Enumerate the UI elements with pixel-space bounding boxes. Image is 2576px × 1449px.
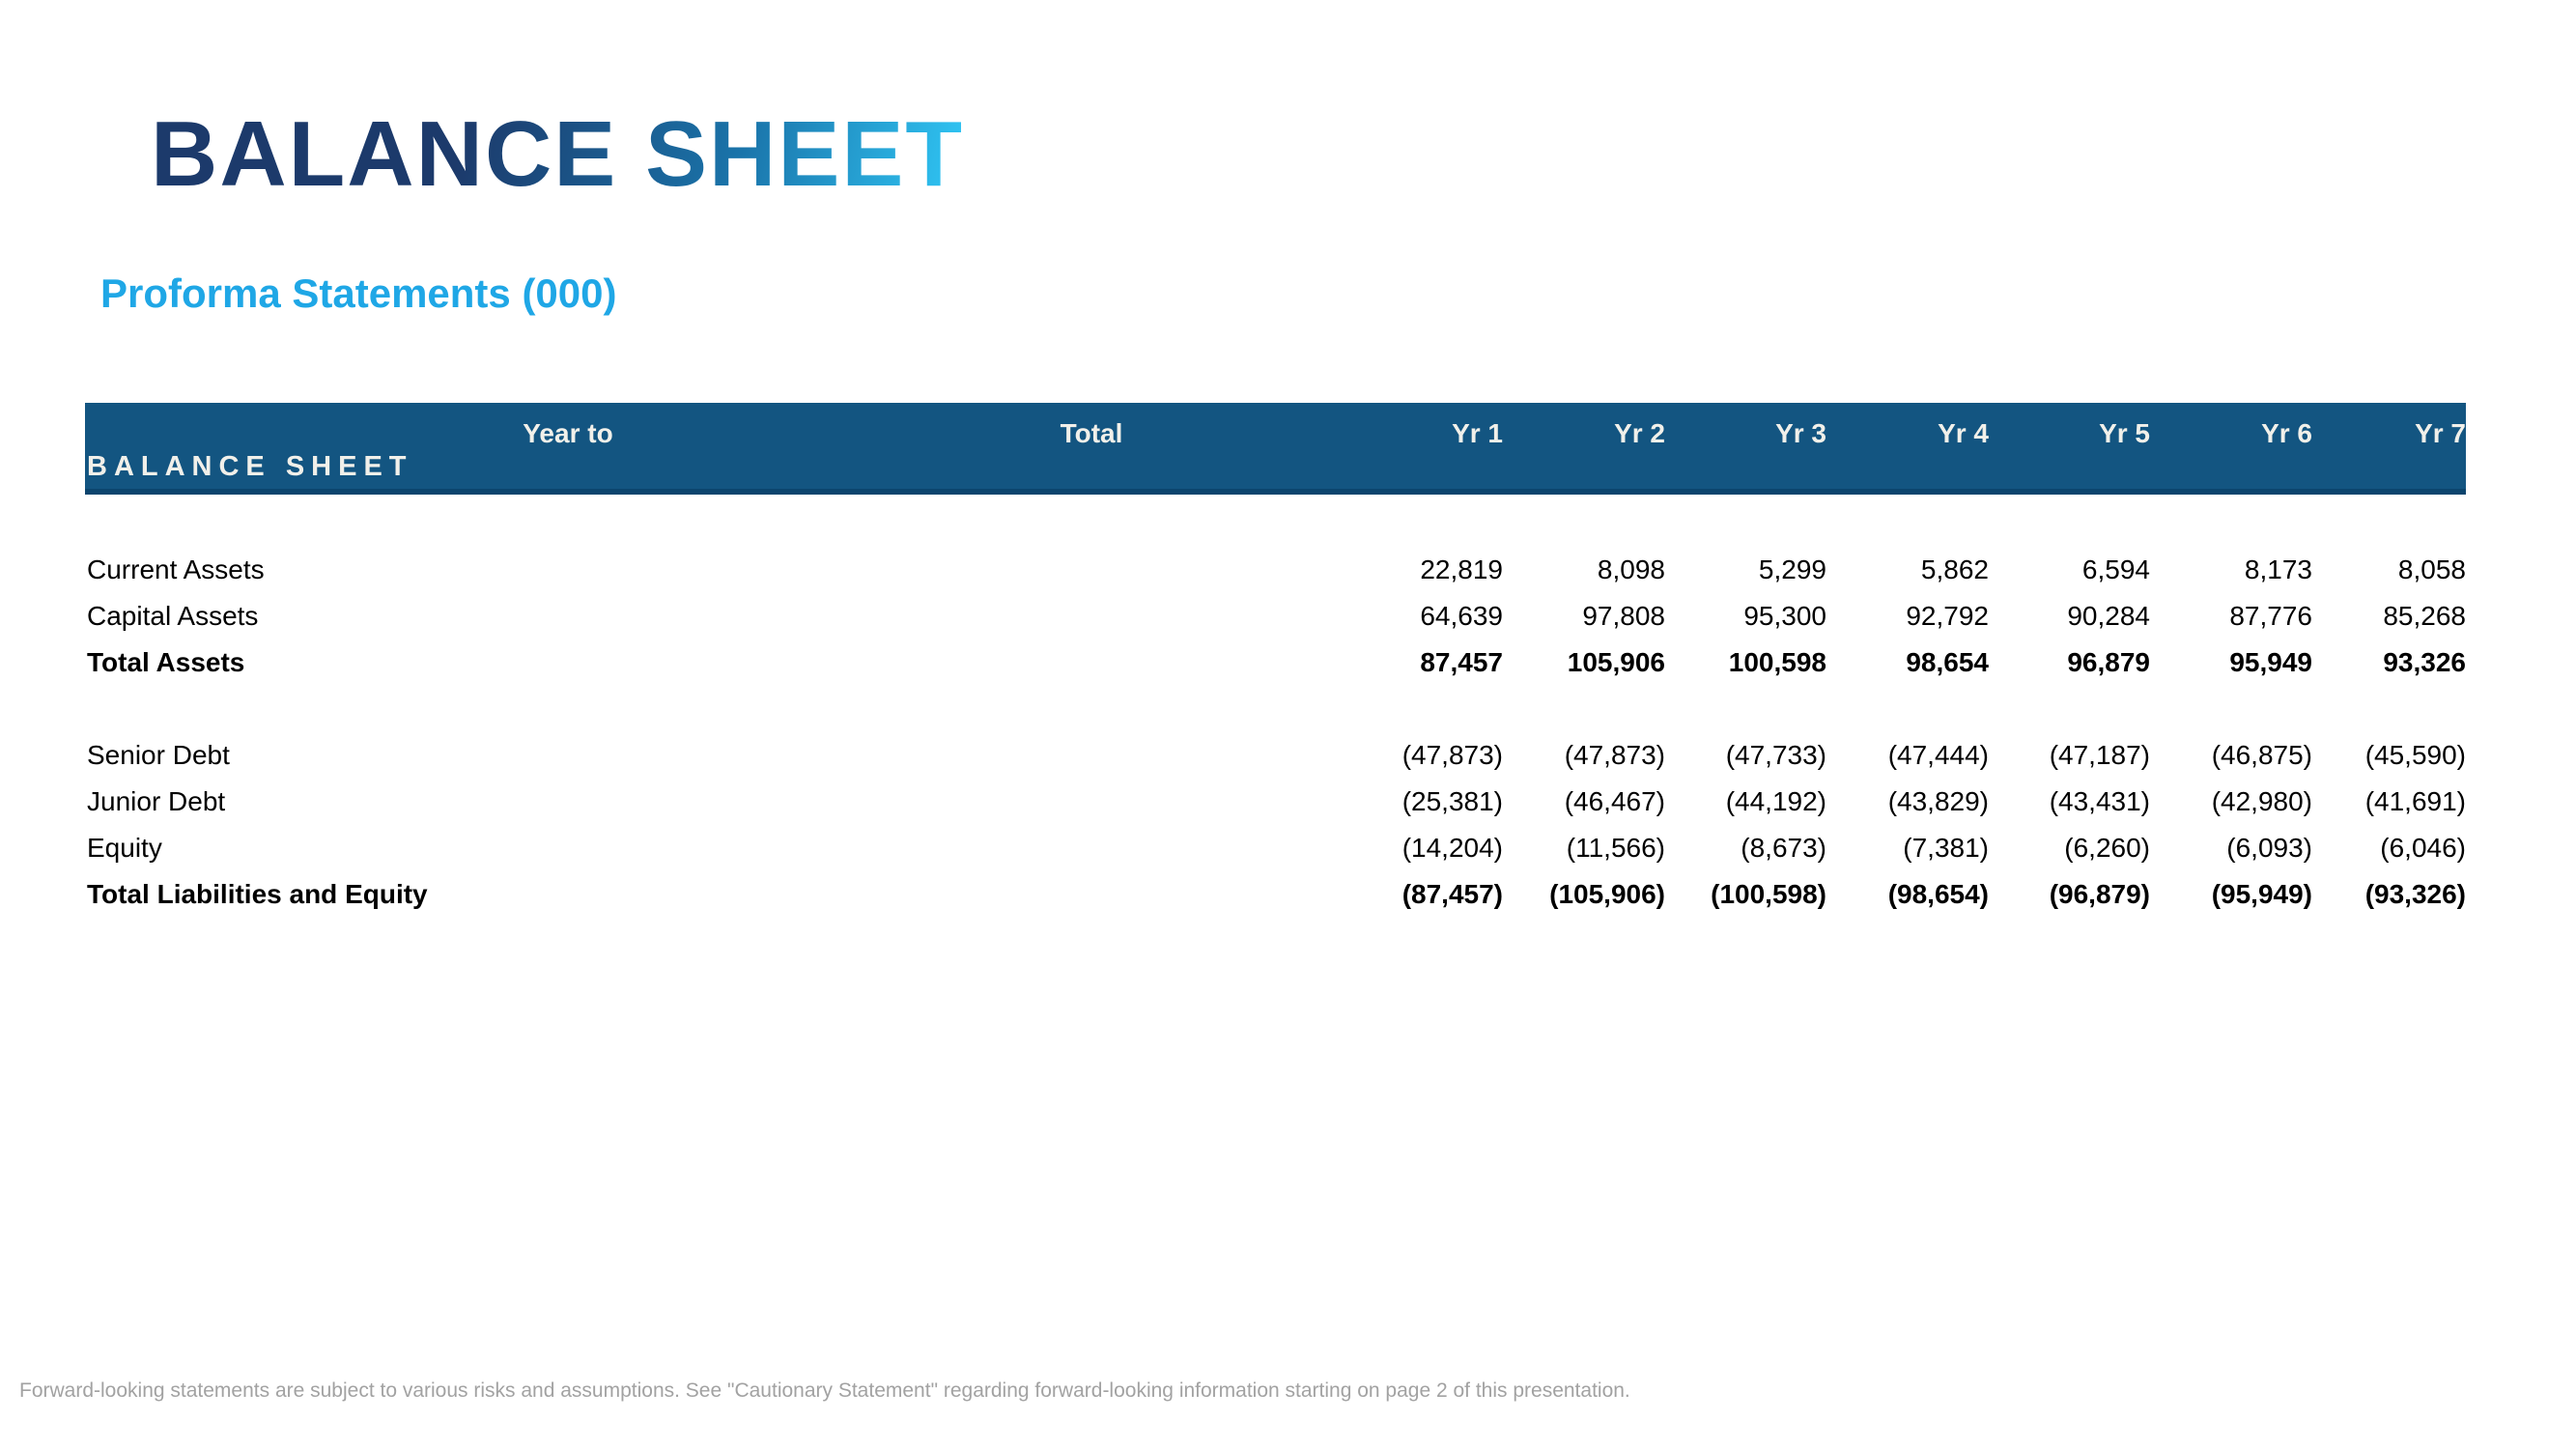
cell-yr6: (42,980) [2211,786,2312,816]
cell-yr7: (93,326) [2364,879,2466,909]
cell-yr4: (43,829) [1887,786,1989,816]
cell-yr4: (7,381) [1903,833,1989,863]
table-row-junior-debt [85,779,2466,825]
col-header-yr3: Yr 3 [1775,418,1826,448]
cell-yr5: (47,187) [2049,740,2150,770]
cell-yr2: (105,906) [1549,879,1665,909]
cell-yr2: (11,566) [1566,833,1665,863]
cell-yr7: (41,691) [2364,786,2466,816]
cell-yr5: (96,879) [2049,879,2150,909]
row-label: Capital Assets [87,601,259,631]
table-row-senior-debt [85,732,2466,779]
cell-yr1: 87,457 [1420,647,1503,677]
col-header-total: Total [1060,418,1123,448]
cell-yr5: 90,284 [2067,601,2150,631]
table-row-total-liabilities-equity [85,871,2466,918]
cell-yr7: 85,268 [2383,601,2466,631]
col-header-yr5: Yr 5 [2099,418,2150,448]
cell-yr4: 92,792 [1906,601,1989,631]
table-row-total-assets [85,639,2466,686]
cell-yr1: (87,457) [1401,879,1503,909]
col-header-yr4: Yr 4 [1938,418,1989,448]
col-header-yr7: Yr 7 [2415,418,2466,448]
cell-yr4: (98,654) [1887,879,1989,909]
cell-yr2: (47,873) [1564,740,1665,770]
cell-yr7: (6,046) [2380,833,2466,863]
cell-yr1: (25,381) [1401,786,1503,816]
cell-yr3: (100,598) [1711,879,1826,909]
cell-yr5: 6,594 [2081,554,2150,584]
cell-yr6: (95,949) [2211,879,2312,909]
table-row-equity [85,825,2466,871]
col-header-yr1: Yr 1 [1452,418,1503,448]
cell-yr6: 87,776 [2229,601,2312,631]
slide-subtitle: Proforma Statements (000) [100,270,617,316]
cell-yr3: 95,300 [1743,601,1826,631]
row-label: Total Assets [87,647,245,677]
table-header [85,403,2466,495]
cell-yr6: 8,173 [2244,554,2312,584]
cell-yr1: (47,873) [1401,740,1503,770]
cell-yr1: 64,639 [1420,601,1503,631]
table-header-columns [85,417,2466,450]
row-label: Junior Debt [87,786,226,816]
cell-yr7: 93,326 [2383,647,2466,677]
cell-yr6: (46,875) [2211,740,2312,770]
cell-yr2: (46,467) [1564,786,1665,816]
cell-yr3: 100,598 [1728,647,1826,677]
cell-yr5: (43,431) [2049,786,2150,816]
cell-yr4: 5,862 [1920,554,1989,584]
cell-yr1: (14,204) [1401,833,1503,863]
table-row-current-assets [85,547,2466,593]
table-section-row [87,449,413,484]
cell-yr2: 97,808 [1582,601,1665,631]
cell-yr3: 5,299 [1758,554,1826,584]
cell-yr4: (47,444) [1887,740,1989,770]
row-label: Total Liabilities and Equity [87,879,428,909]
cell-yr3: (47,733) [1725,740,1826,770]
col-header-yr2: Yr 2 [1614,418,1665,448]
cell-yr6: (6,093) [2226,833,2312,863]
footer-disclaimer: Forward-looking statements are subject to various risks and assumptions. See "Cautionary Statement" regarding forward-looking information starting on page 2 of this presentation. [19,1379,1630,1402]
cell-yr4: 98,654 [1906,647,1989,677]
cell-yr3: (44,192) [1725,786,1826,816]
table-row-capital-assets [85,593,2466,639]
col-header-yr6: Yr 6 [2261,418,2312,448]
cell-yr1: 22,819 [1420,554,1503,584]
page-title: BALANCE SHEET [151,102,965,206]
table-section-label: BALANCE SHEET [87,451,413,482]
row-label: Current Assets [87,554,265,584]
row-label: Senior Debt [87,740,230,770]
cell-yr2: 8,098 [1597,554,1665,584]
col-header-year-to: Year to [523,418,613,448]
cell-yr6: 95,949 [2229,647,2312,677]
table-row-spacer [85,686,2466,732]
row-label: Equity [87,833,162,863]
table-body [85,547,2466,918]
cell-yr5: (6,260) [2064,833,2150,863]
balance-sheet-table [85,403,2466,918]
cell-yr7: (45,590) [2364,740,2466,770]
cell-yr3: (8,673) [1741,833,1826,863]
cell-yr7: 8,058 [2397,554,2466,584]
cell-yr2: 105,906 [1567,647,1665,677]
cell-yr5: 96,879 [2067,647,2150,677]
